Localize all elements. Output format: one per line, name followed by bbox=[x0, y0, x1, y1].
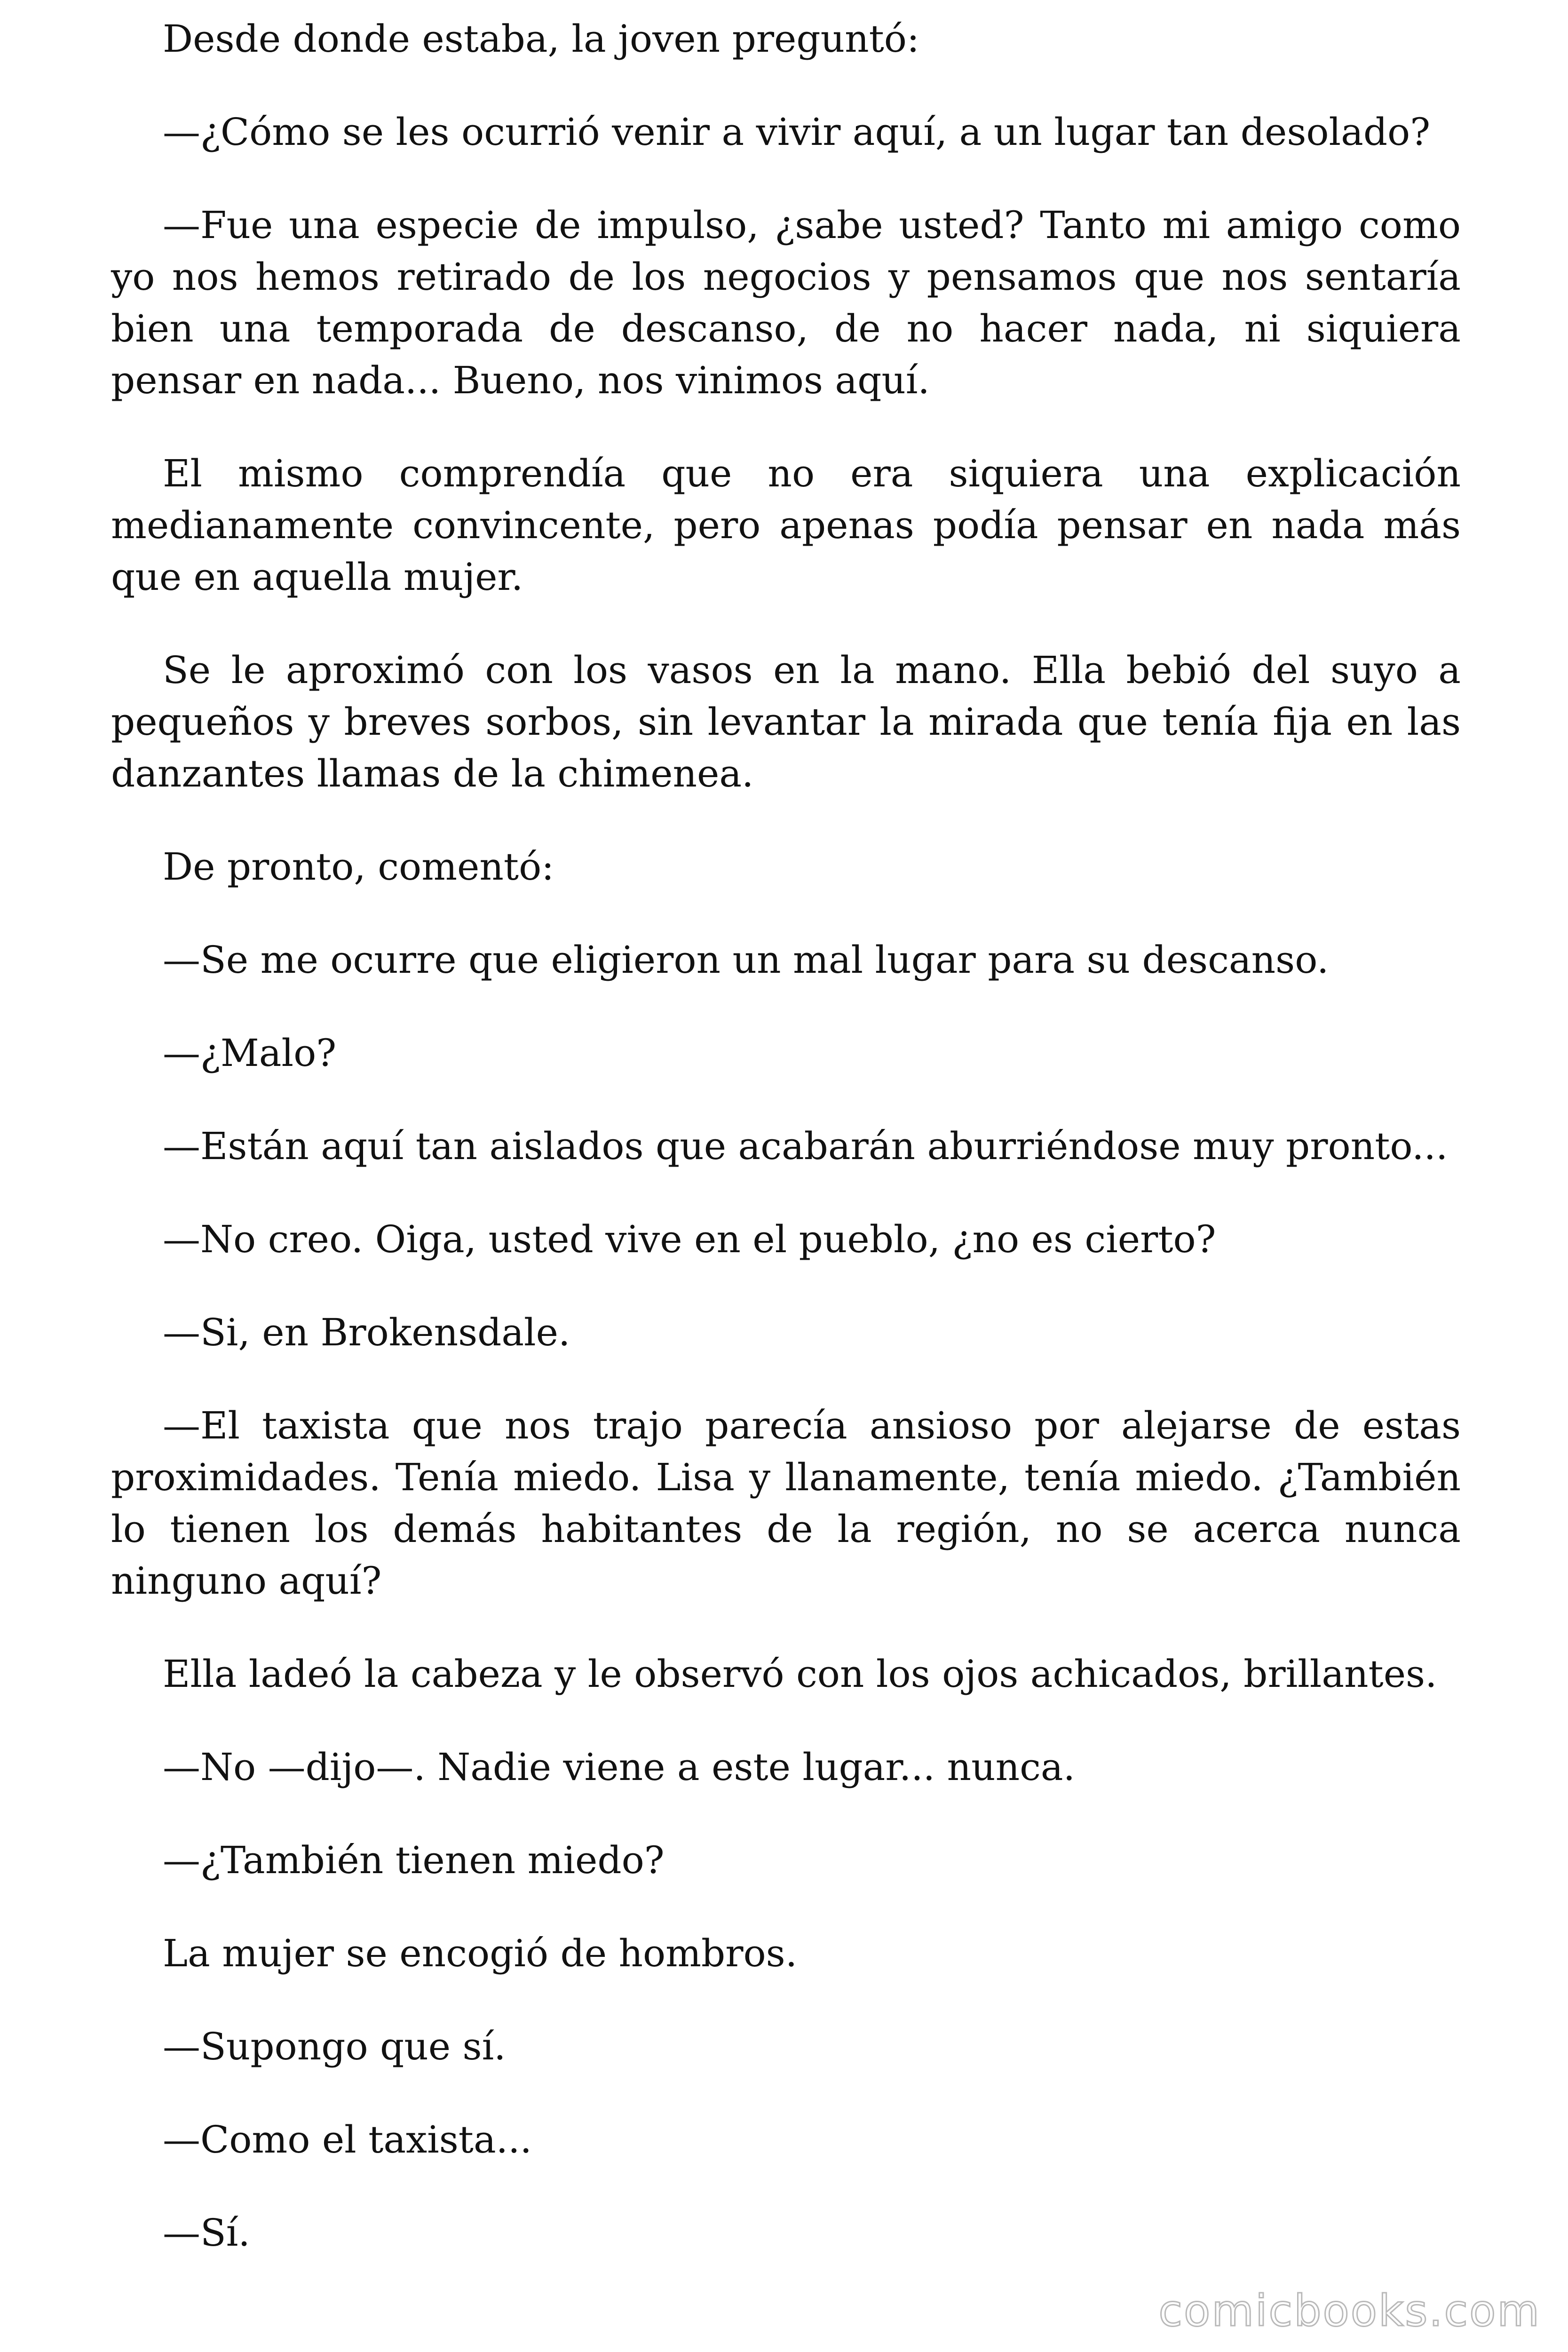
paragraph: —El taxista que nos trajo parecía ansioso por alejarse de estas proximidades. Tenía miedo. Lisa y llanamente, tenía miedo. ¿También lo tienen los demás habitantes de la región, no se acerca nunca ninguno aquí? bbox=[111, 1404, 1461, 1603]
paragraph: —¿Cómo se les ocurrió venir a vivir aquí, a un lugar tan desolado? bbox=[163, 110, 1431, 154]
paragraph: —Están aquí tan aislados que acabarán aburriéndose muy pronto... bbox=[163, 1124, 1448, 1168]
paragraph: La mujer se encogió de hombros. bbox=[163, 1931, 798, 1975]
watermark: comicbooks.com bbox=[1158, 2286, 1541, 2336]
paragraph: —Se me ocurre que eligieron un mal lugar para su descanso. bbox=[163, 938, 1329, 982]
paragraph: —No creo. Oiga, usted vive en el pueblo, ¿no es cierto? bbox=[163, 1217, 1216, 1261]
paragraph: —Si, en Brokensdale. bbox=[163, 1311, 570, 1354]
paragraph: El mismo comprendía que no era siquiera una explicación medianamente convincente, pero apenas podía pensar en nada más que en aquella mujer. bbox=[111, 452, 1461, 599]
paragraph: Desde donde estaba, la joven preguntó: bbox=[163, 17, 919, 61]
text-body bbox=[111, 13, 1461, 2300]
paragraph: —¿Malo? bbox=[163, 1031, 337, 1075]
paragraph: —Sí. bbox=[163, 2211, 250, 2255]
paragraph: Se le aproximó con los vasos en la mano. Ella bebió del suyo a pequeños y breves sorbos, sin levantar la mirada que tenía fija en las danzantes llamas de la chimenea. bbox=[111, 648, 1461, 795]
paragraph: —Fue una especie de impulso, ¿sabe usted? Tanto mi amigo como yo nos hemos retirado de los negocios y pensamos que nos sentaría bien una temporada de descanso, de no hacer nada, ni siquiera pensar en nada... Bueno, nos vinimos aquí. bbox=[111, 203, 1461, 402]
paragraph: —No —dijo—. Nadie viene a este lugar... nunca. bbox=[163, 1745, 1076, 1789]
paragraph: De pronto, comentó: bbox=[163, 845, 554, 889]
paragraph: Ella ladeó la cabeza y le observó con los ojos achicados, brillantes. bbox=[163, 1652, 1437, 1696]
paragraph: —¿También tienen miedo? bbox=[163, 1838, 665, 1882]
paragraph: —Como el taxista... bbox=[163, 2118, 532, 2161]
paragraph: —Supongo que sí. bbox=[163, 2025, 506, 2068]
